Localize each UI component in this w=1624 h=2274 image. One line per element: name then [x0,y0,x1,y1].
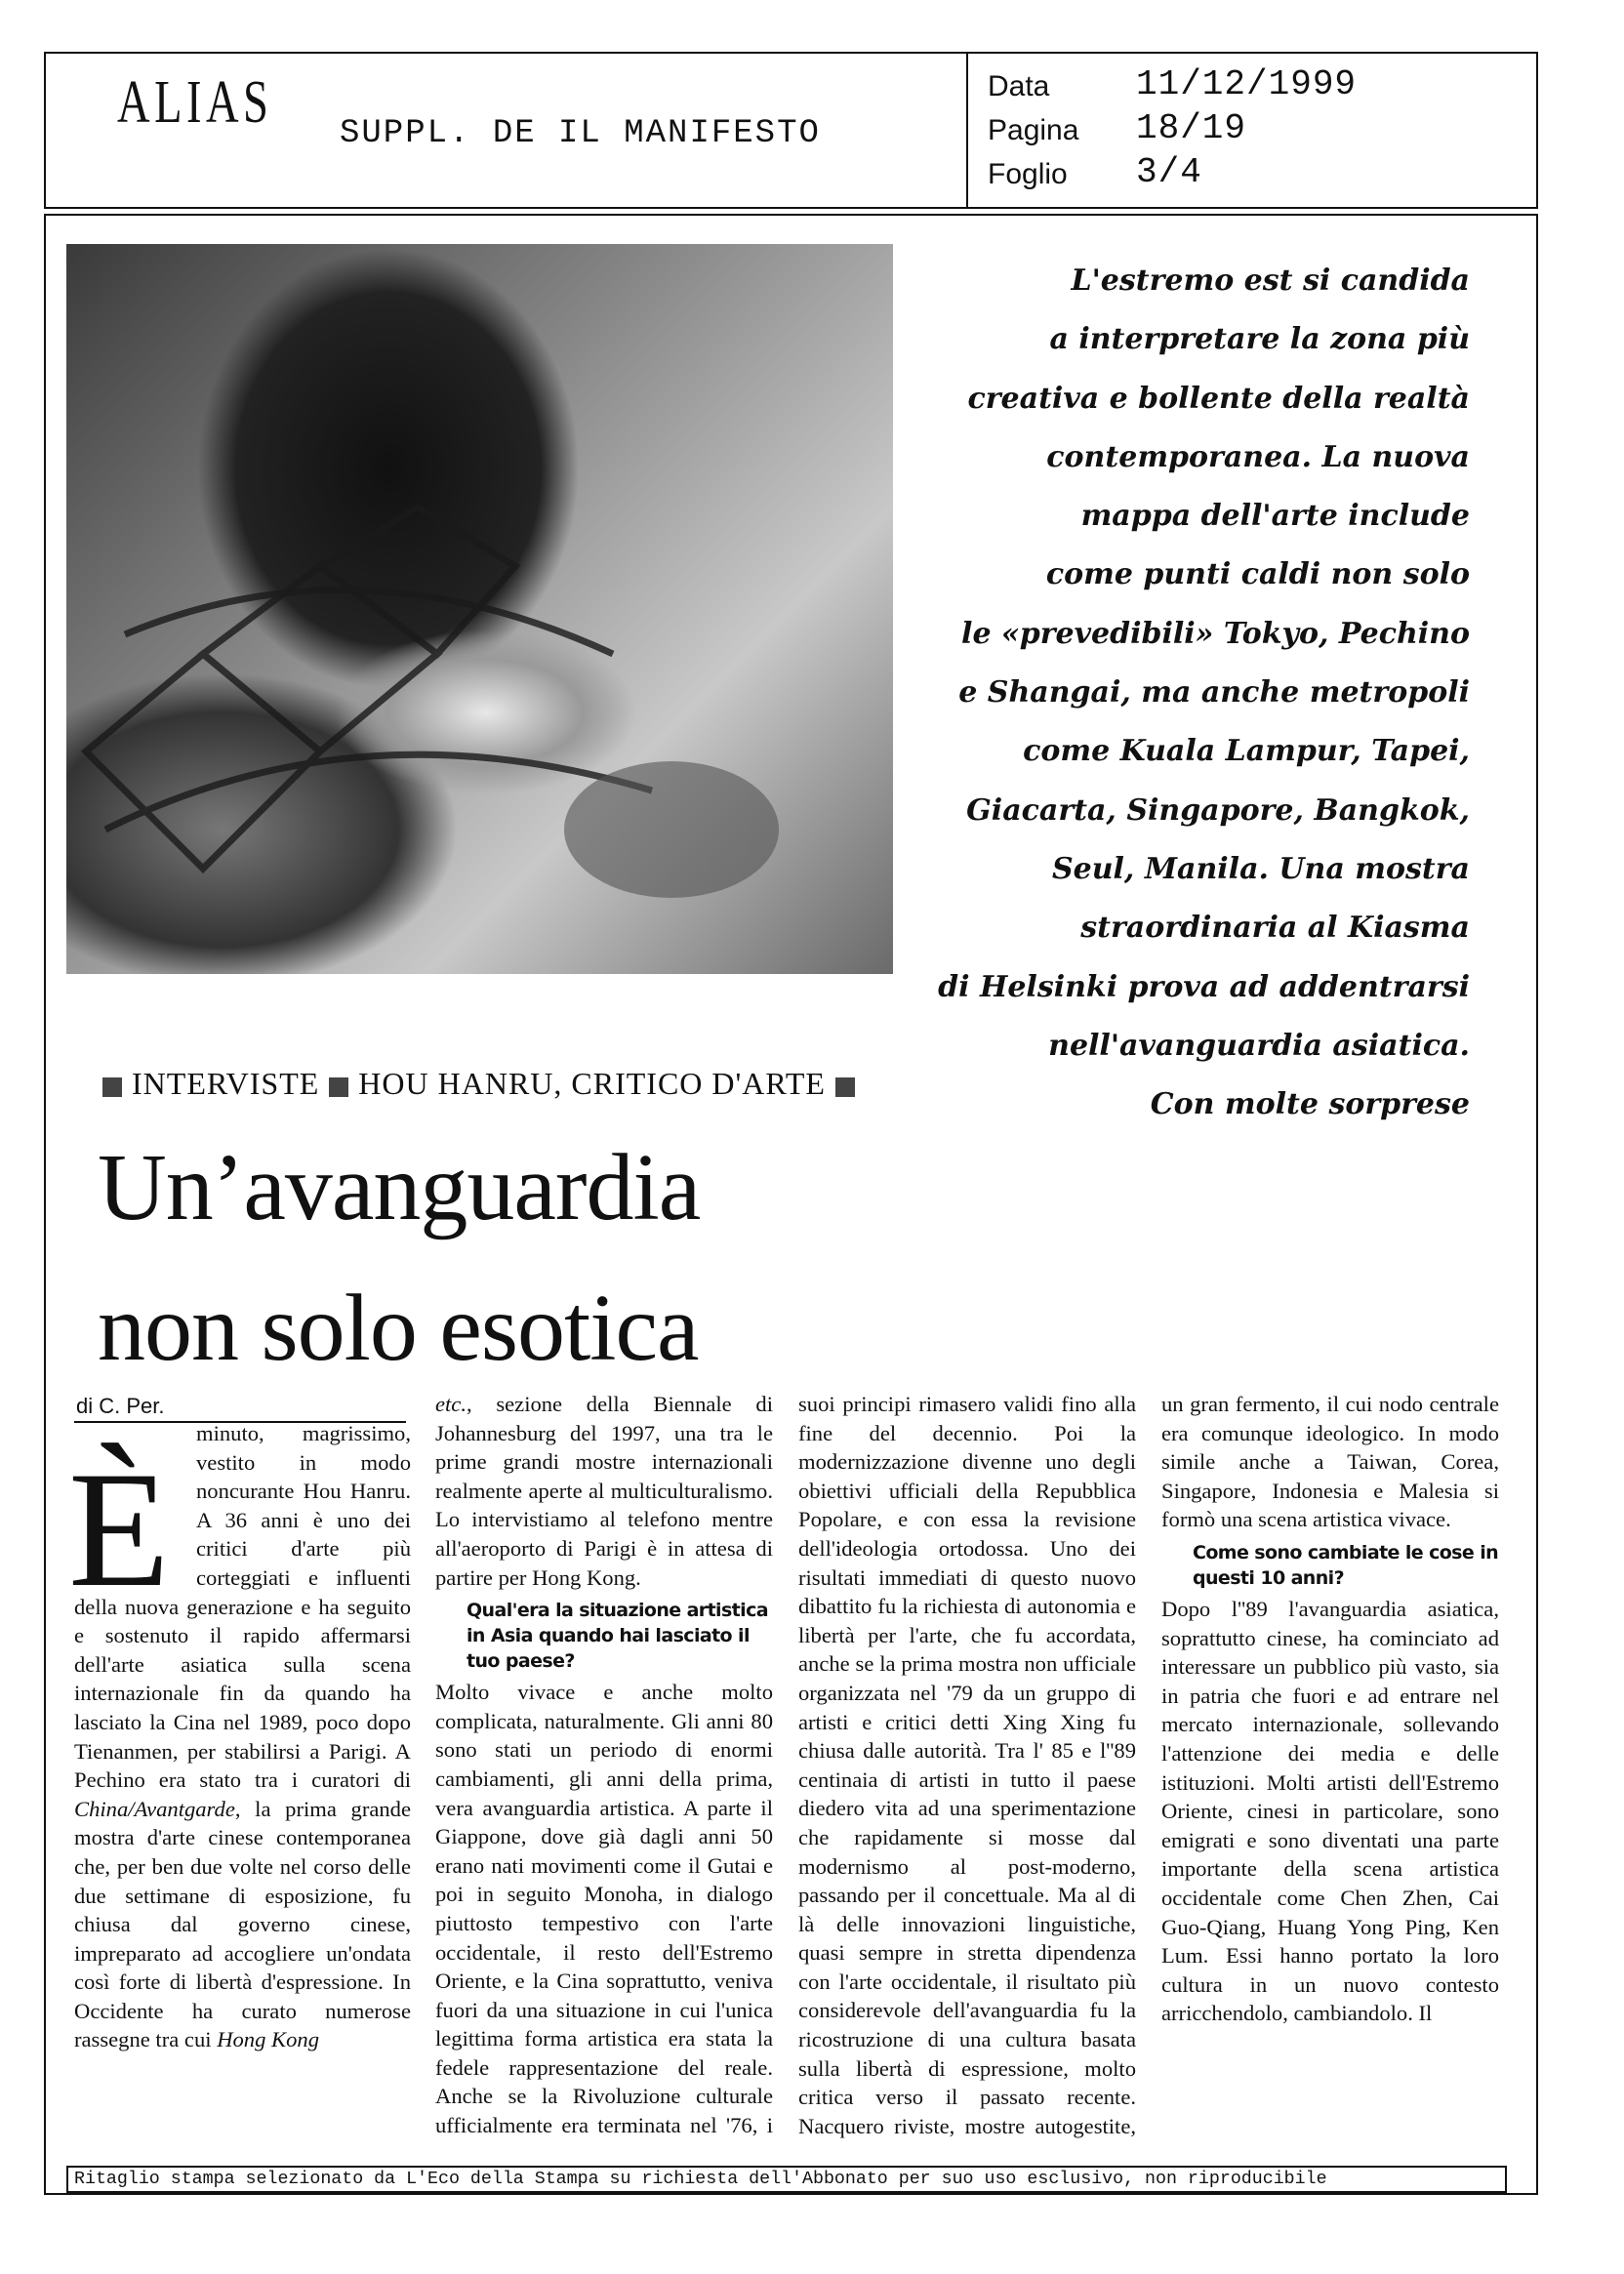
photo-net-pattern [66,244,893,974]
meta-value-pagina: 18/19 [1136,108,1247,148]
pull-quote-line: contemporanea. La nuova [1046,439,1470,474]
pull-quote-line: L'estremo est si candida [1071,264,1470,298]
meta-label-data: Data [988,70,1050,102]
body-text: , la prima grande mostra d'arte cinese contemporanea che, per ben due volte nel corso delle due settimane di esposizione, fu chiusa dal governo cinese, impreparato ad accogliere un'ondata così forte di libertà d'espressione. In Occidente ha curato numerose rassegne tra cui [74,1796,411,2052]
square-bullet-icon [102,1077,122,1097]
header-divider [966,52,968,209]
pull-quote-line: Con molte sorprese [1150,1087,1470,1122]
drop-cap-spacer [74,1419,196,1563]
exhibition-title: Hong Kong [217,2027,320,2052]
square-bullet-icon [835,1077,855,1097]
article-photo [66,244,893,974]
pull-quote-line: e Shangai, ma anche metropoli [958,675,1470,711]
body-text: minuto, magrissimo, vestito in modo noncurante Hou Hanru. A 36 anni è uno dei critici d'arte più corteggiati e influenti della nuova generazione e ha seguito e sostenuto il rapido affermarsi dell'arte asiatica sulla scena internazionale fin da quando ha lasciato la Cina nel 1989, poco dopo Tienanmen, per stabilirsi a Parigi. A Pechino era stato tra i curatori di [74,1421,411,1793]
pull-quote-line: di Helsinki prova ad addentrarsi [938,969,1470,1004]
pull-quote-line: le «prevedibili» Tokyo, Pechino [961,616,1470,651]
article-column-2-4 [435,1390,1499,2141]
byline: di C. Per. [76,1394,165,1418]
headline-line-2: non solo esotica [98,1276,699,1381]
clipping-footer: Ritaglio stampa selezionato da L'Eco della Stampa su richiesta dell'Abbonato per suo uso esclusivo, non riproducibile [66,2166,1507,2193]
article-column-1 [74,1419,411,2141]
meta-value-foglio: 3/4 [1136,152,1202,192]
interview-answer-2: Dopo l''89 l'avanguardia asiatica, soprattutto cinese, ha cominciato ad interessare un pubblico più vasto, sia in patria che fuori e ad entrare nel mercato internazionale, sollevando l'attenzione dei media e delle istituzioni. Molti artisti dell'Estremo Oriente, cinesi in particolare, sono emigrati e sono diventati una parte importante della scena artistica occidentale come Chen Zhen, Cai Guo-Qiang, Huang Yong Ping, Ken Lum. Essi hanno portato la loro cultura in un nuovo contesto arricchendolo, cambiandolo. Il [1161,1596,1499,2026]
pull-quote-line: nell'avanguardia asiatica. [1048,1028,1470,1063]
alias-logo: ALIAS [117,69,273,136]
drop-cap: È [68,1438,170,1621]
pull-quote-line: a interpretare la zona più [1049,322,1470,357]
exhibition-title: etc. [435,1392,467,1416]
meta-label-pagina: Pagina [988,114,1079,146]
kicker [93,1066,865,1102]
body-text: , sezione della Biennale di Johannesburg del 1997, una tra le prime grandi mostre internazionali realmente aperte al multiculturalismo. Lo intervistiamo al telefono mentre all'aeroporto di Parigi è in attesa di partire per Hong Kong. [435,1392,773,1590]
headline-line-1: Un’avanguardia [98,1135,701,1240]
square-bullet-icon [329,1077,348,1097]
pull-quote-line: Giacarta, Singapore, Bangkok, [966,792,1470,828]
kicker-subject: HOU HANRU, CRITICO D'ARTE [358,1066,826,1101]
pull-quote-line: Seul, Manila. Una mostra [1051,851,1470,886]
interview-question-1: Qual'era la situazione artistica in Asia quando hai lasciato il tuo paese? [467,1600,768,1673]
pull-quote-line: come punti caldi non solo [1045,557,1470,592]
interview-question-2: Come sono cambiate le cose in questi 10 anni? [1193,1541,1499,1589]
meta-label-foglio: Foglio [988,158,1068,190]
interview-answer-1: Molto vivace e anche molto complicata, naturalmente. Gli anni 80 sono stati un periodo di enormi cambiamenti, gli anni della prima, vera avanguardia artistica. A parte il Giappone, dove già dagli anni 50 erano nati movimenti come il Gutai e poi in seguito Monoha, in dialogo piuttosto tempestivo con l'arte occidentale, il resto dell'Estremo Oriente, e la Cina soprattutto, veniva fuori da una situazione in cui l'unica legittima forma artistica era stata la fedele rappresentazione del reale. Anche se la Rivoluzione culturale ufficialmente era terminata nel '76, i suoi principi rimasero validi fino alla fine del decennio. Poi la modernizzazione divenne uno degli obiettivi ufficiali della Repubblica Popolare, e con essa la revisione dell'ideologia ortodossa. Uno dei risultati immediati di questo nuovo dibattito fu la richiesta di autonomia e libertà per l'arte, che fu accordata, anche se la prima mostra non ufficiale organizzata nel '79 da un gruppo di artisti e critici detti Xing Xing fu chiusa dalle autorità. Tra l' 85 e l''89 centinaia di artisti in tutto il paese diedero vita ad una sperimentazione che rapidamente si mosse dal modernismo al post-moderno, passando per il concettuale. Ma al di là delle innovazioni linguistiche, quasi sempre in stretta dipendenza con l'arte occidentale, il risultato più considerevole dell'avanguardia fu la ricostruzione di una cultura basata sulla libertà di espressione, molto critica verso il passato recente. Nacquero riviste, mostre autogestite, un gran fermento, il cui nodo centrale era comunque ideologico. In modo simile anche a Taiwan, Corea, Singapore, Indonesia e Malesia si formò una scena artistica vivace. [435,1392,1499,2138]
pull-quote-line: mappa dell'arte include [1080,499,1470,534]
pull-quote [820,252,1470,1134]
pull-quote-line: straordinaria al Kiasma [1080,911,1470,946]
kicker-section: INTERVISTE [132,1066,320,1101]
publication-name: SUPPL. DE IL MANIFESTO [340,115,821,152]
pull-quote-line: come Kuala Lampur, Tapei, [1023,734,1470,769]
exhibition-title: China/Avantgarde [74,1796,235,1821]
meta-value-data: 11/12/1999 [1136,64,1358,104]
pull-quote-line: creativa e bollente della realtà [967,381,1470,416]
